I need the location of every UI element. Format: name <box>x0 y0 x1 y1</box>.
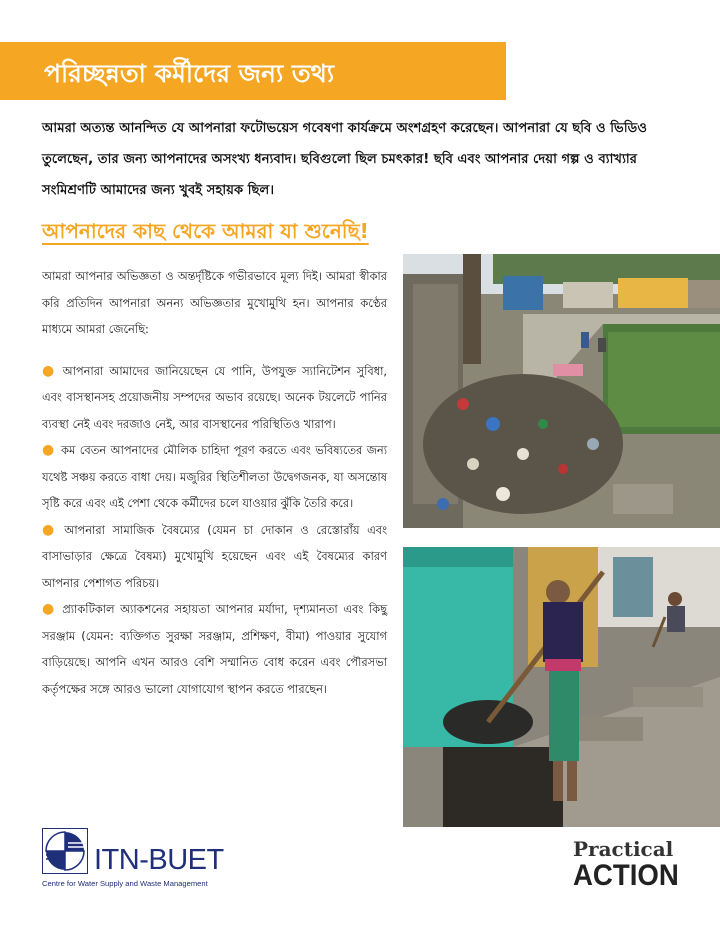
list-item <box>42 437 387 517</box>
findings-list <box>42 358 387 703</box>
itn-subtitle: Centre for Water Supply and Waste Management <box>42 879 208 888</box>
practical-action-line2: ACTION <box>573 859 679 892</box>
practical-action-line1: Practical <box>573 837 674 861</box>
bullet-icon: ● <box>42 362 57 379</box>
itn-emblem-icon <box>42 828 88 874</box>
bullet-icon: ● <box>42 442 56 458</box>
itn-buet-logo <box>42 828 262 890</box>
list-item <box>42 596 387 702</box>
practical-action-logo <box>573 838 683 892</box>
itn-name: ITN-BUET <box>94 844 224 876</box>
title-banner <box>0 42 506 100</box>
list-item <box>42 358 387 438</box>
list-item-text: আপনারা সামাজিক বৈষম্যের (যেমন চা দোকান ও রেস্তোরাঁয় এবং বাসাভাড়ার ক্ষেত্রে বৈষম্য) মুখোমুখি হয়েছেন এবং এই বৈষম্যের কারণ আপনার পেশাগত পরিচয়। <box>42 522 387 590</box>
body-column <box>42 263 387 702</box>
intro-paragraph: আমরা অত্যন্ত আনন্দিত যে আপনারা ফটোভয়েস গবেষণা কার্যক্রমে অংশগ্রহণ করেছেন। আপনারা যে ছবি ও ভিডিও তুলেছেন, তার জন্য আপনাদের অসংখ্য ধন্যবাদ। ছবিগুলো ছিল চমৎকার! ছবি এবং আপনার দেয়া গল্প ও ব্যাখ্যার সংমিশ্রণটি আমাদের জন্য খুবই সহায়ক ছিল। <box>42 121 648 198</box>
page-title: পরিচ্ছন্নতা কর্মীদের জন্য তথ্য <box>44 59 335 88</box>
garbage-pond-photo <box>403 254 720 528</box>
drain-cleaning-photo <box>403 547 720 827</box>
bullet-icon: ● <box>42 521 59 538</box>
lead-paragraph: আমরা আপনার অভিজ্ঞতা ও অন্তর্দৃষ্টিকে গভীরভাবে মূল্য দিই। আমরা স্বীকার করি প্রতিদিন আপনারা অনন্য অভিজ্ঞতার মুখোমুখি হন। আপনার কণ্ঠের মাধ্যমে আমরা জেনেছি: <box>42 269 387 336</box>
list-item-text: আপনারা আমাদের জানিয়েছেন যে পানি, উপযুক্ত স্যানিটেশন সুবিধা, এবং বাসস্থানসহ প্রয়োজনীয় সম্পদের অভাব রয়েছে। অনেক টয়লেটে পানির ব্যবস্থা নেই এবং দরজাও নেই, আর বাসস্থানের পরিস্থিতিও খারাপ। <box>42 363 388 431</box>
list-item-text: প্র্যাকটিকাল অ্যাকশনের সহায়তা আপনার মর্যাদা, দৃশ্যমানতা এবং কিছু সরঞ্জাম (যেমন: ব্যক্তিগত সুরক্ষা সরঞ্জাম, প্রশিক্ষণ, বীমা) পাওয়ার সুযোগ বাড়িয়েছে। আপনি এখন আরও বেশি সম্মানিত বোধ করেন এবং পৌরসভা কর্তৃপক্ষের সঙ্গে আরও ভালো যোগাযোগ স্থাপন করতে পারছেন। <box>42 602 387 696</box>
section-heading: আপনাদের কাছ থেকে আমরা যা শুনেছি! <box>42 219 369 243</box>
bullet-icon: ● <box>42 601 57 617</box>
list-item <box>42 517 387 597</box>
list-item-text: কম বেতন আপনাদের মৌলিক চাহিদা পূরণ করতে এবং ভবিষ্যতের জন্য যথেষ্ট সঞ্চয় করতে বাধা দেয়। মজুরির স্থিতিশীলতা উদ্বেগজনক, যা অসন্তোষ সৃষ্টি করে এবং এই পেশা থেকে কর্মীদের চলে যাওয়ার ঝুঁকি তৈরি করে। <box>42 443 387 510</box>
